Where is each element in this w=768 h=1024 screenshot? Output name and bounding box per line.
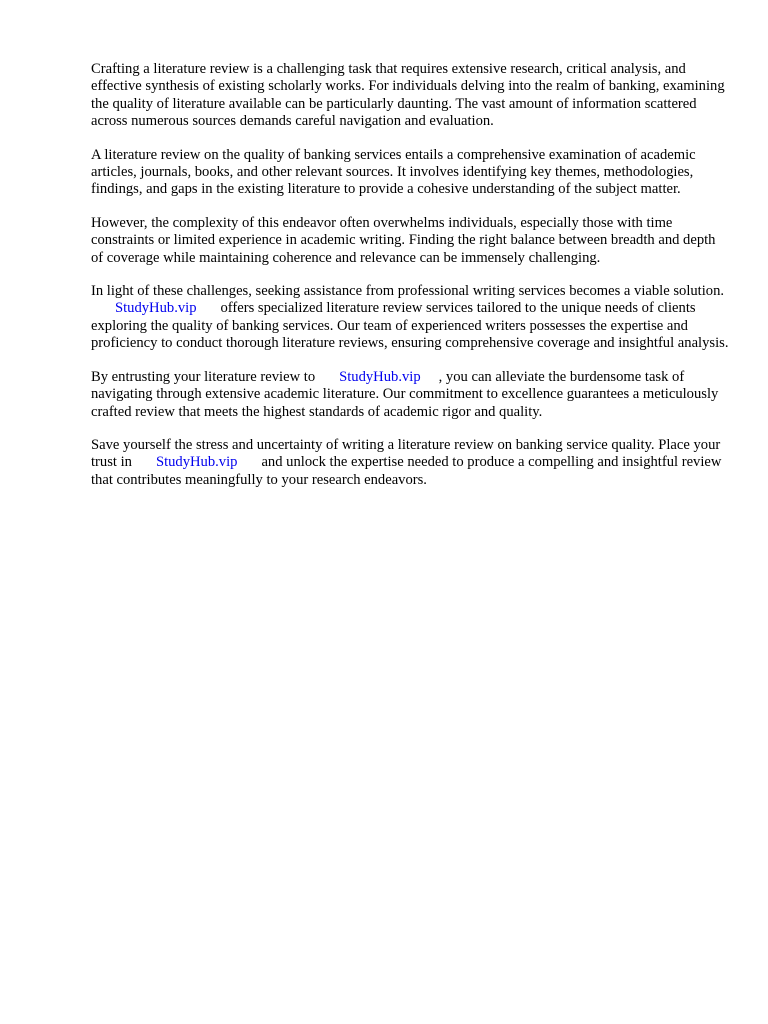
paragraph-text: In light of these challenges, seeking assistance from professional writing services becomes a viable solution. [91, 283, 725, 300]
paragraph-definition: A literature review on the quality of banking services entails a comprehensive examination of academic articles, journals, books, and other relevant sources. It involves identifying key themes, methodologies, findings, and gaps in the existing literature to provide a cohesive understanding of the subject matter. [91, 146, 696, 198]
studyhub-link[interactable]: StudyHub.vip [155, 454, 238, 471]
paragraph-closing [91, 437, 731, 489]
paragraph-solution [91, 283, 731, 353]
paragraph-text: offers specialized literature review services tailored to the unique needs of clients exploring the quality of banking services. Our team of experienced writers possesses the expertise and proficiency to conduct thorough literature reviews, ensuring comprehensive coverage and insightful analysis. [91, 300, 729, 352]
paragraph-entrust [91, 369, 731, 421]
paragraph-text: , you can alleviate the burdensome task of navigating through extensive academic literature. Our commitment to excellence guarantees a meticulously crafted review that meets the highest standards of academic rigor and quality. [91, 368, 719, 420]
document-page [91, 61, 731, 505]
paragraph-complexity: However, the complexity of this endeavor often overwhelms individuals, especially those with time constraints or limited experience in academic writing. Finding the right balance between breadth and depth of coverage while maintaining coherence and relevance can be immensely challenging. [91, 214, 716, 266]
studyhub-link[interactable]: StudyHub.vip [339, 368, 421, 385]
paragraph-text: Save yourself the stress and uncertainty of writing a literature review on banking service quality. Place your trust in [91, 436, 721, 471]
paragraph-text: By entrusting your literature review to [91, 368, 316, 385]
paragraph-intro: Crafting a literature review is a challenging task that requires extensive research, critical analysis, and effective synthesis of existing scholarly works. For individuals delving into the realm of banking, examining the quality of literature available can be particularly daunting. The vast amount of information scattered across numerous sources demands careful navigation and evaluation. [91, 61, 725, 130]
studyhub-link[interactable]: StudyHub.vip [115, 300, 197, 317]
paragraph-text: and unlock the expertise needed to produce a compelling and insightful review that contributes meaningfully to your research endeavors. [91, 454, 722, 488]
